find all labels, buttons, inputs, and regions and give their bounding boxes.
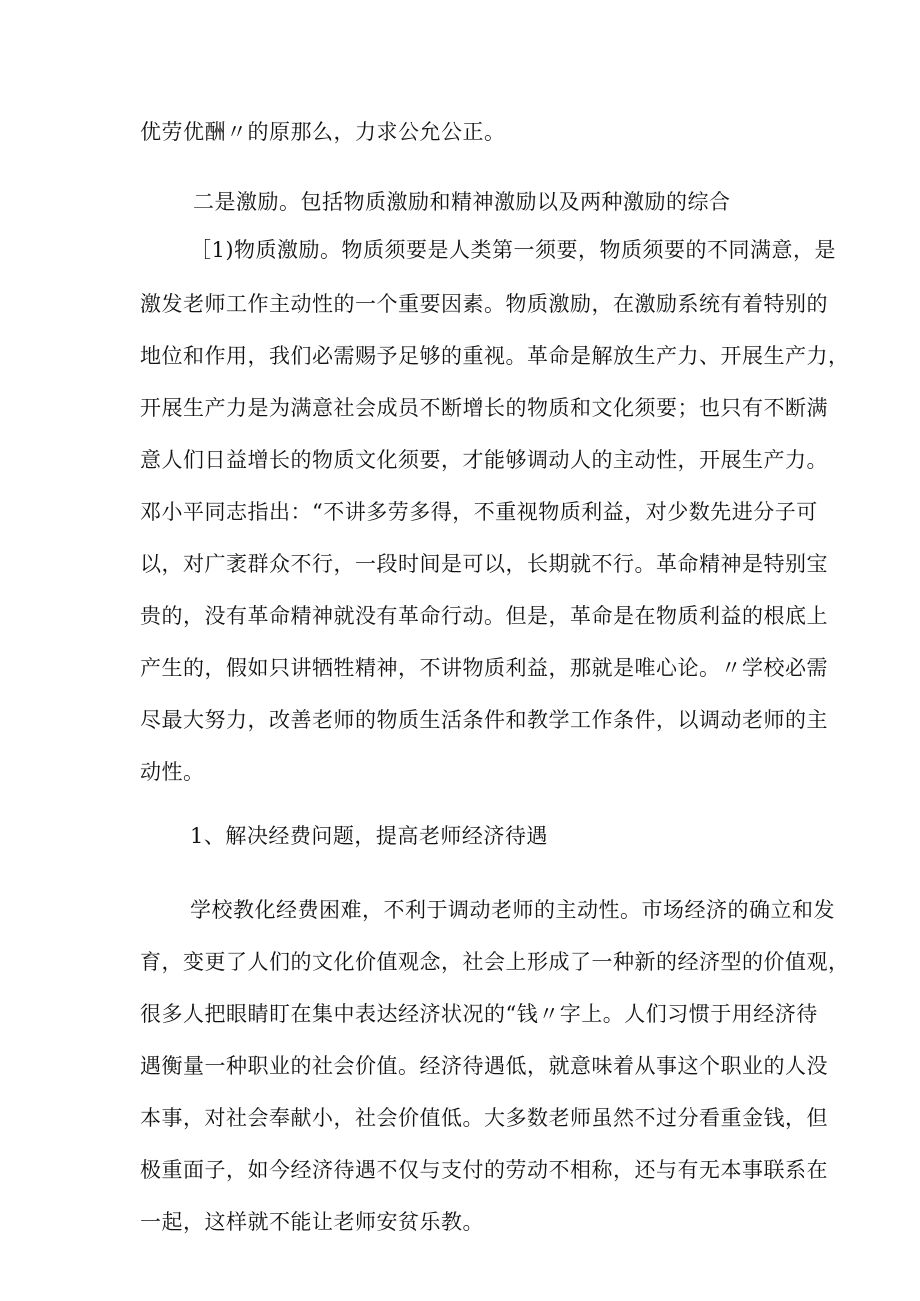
paragraph-line: ［1)物质激励。物质须要是人类第一须要，物质须要的不同满意，是 bbox=[190, 238, 837, 262]
paragraph-line: 以，对广袤群众不行，一段时间是可以，长期就不行。革命精神是特别宝 bbox=[140, 552, 828, 576]
section-heading: 二是激励。包括物质激励和精神激励以及两种激励的综合 bbox=[193, 190, 731, 214]
paragraph-line: 贵的，没有革命精神就没有革命行动。但是，革命是在物质利益的根底上 bbox=[140, 604, 828, 628]
paragraph-line: 激发老师工作主动性的一个重要因素。物质激励，在激励系统有着特别的 bbox=[140, 292, 828, 316]
paragraph-line: 育，变更了人们的文化价值观念，社会上形成了一种新的经济型的价值观， bbox=[140, 950, 850, 974]
paragraph-line: 意人们日益增长的物质文化须要，才能够调动人的主动性，开展生产力。 bbox=[140, 448, 828, 472]
paragraph-line: 尽最大努力，改善老师的物质生活条件和教学工作条件，以调动老师的主 bbox=[140, 708, 828, 732]
paragraph-line: 本事，对社会奉献小，社会价值低。大多数老师虽然不过分看重金钱，但 bbox=[140, 1106, 828, 1130]
subsection-heading: 1、解决经费问题，提高老师经济待遇 bbox=[190, 824, 548, 848]
paragraph-line: 开展生产力是为满意社会成员不断增长的物质和文化须要；也只有不断满 bbox=[140, 396, 828, 420]
paragraph-line: 学校教化经费困难，不利于调动老师的主动性。市场经济的确立和发 bbox=[190, 898, 835, 922]
paragraph-line: 极重面子，如今经济待遇不仅与支付的劳动不相称，还与有无本事联系在 bbox=[140, 1158, 828, 1182]
paragraph-line: 产生的，假如只讲牺牲精神，不讲物质利益，那就是唯心论。〃学校必需 bbox=[140, 656, 828, 680]
paragraph-line: 优劳优酬〃的原那么，力求公允公正。 bbox=[140, 120, 506, 144]
paragraph-line: 邓小平同志指出：“不讲多劳多得，不重视物质利益，对少数先进分子可 bbox=[140, 500, 818, 524]
paragraph-line: 很多人把眼睛盯在集中表达经济状况的“钱〃字上。人们习惯于用经济待 bbox=[140, 1002, 818, 1026]
paragraph-line: 地位和作用，我们必需赐予足够的重视。革命是解放生产力、开展生产力， bbox=[140, 344, 850, 368]
paragraph-line: 一起，这样就不能让老师安贫乐教。 bbox=[140, 1210, 484, 1234]
paragraph-line: 遇衡量一种职业的社会价值。经济待遇低，就意味着从事这个职业的人没 bbox=[140, 1054, 828, 1078]
paragraph-line: 动性。 bbox=[140, 760, 205, 784]
